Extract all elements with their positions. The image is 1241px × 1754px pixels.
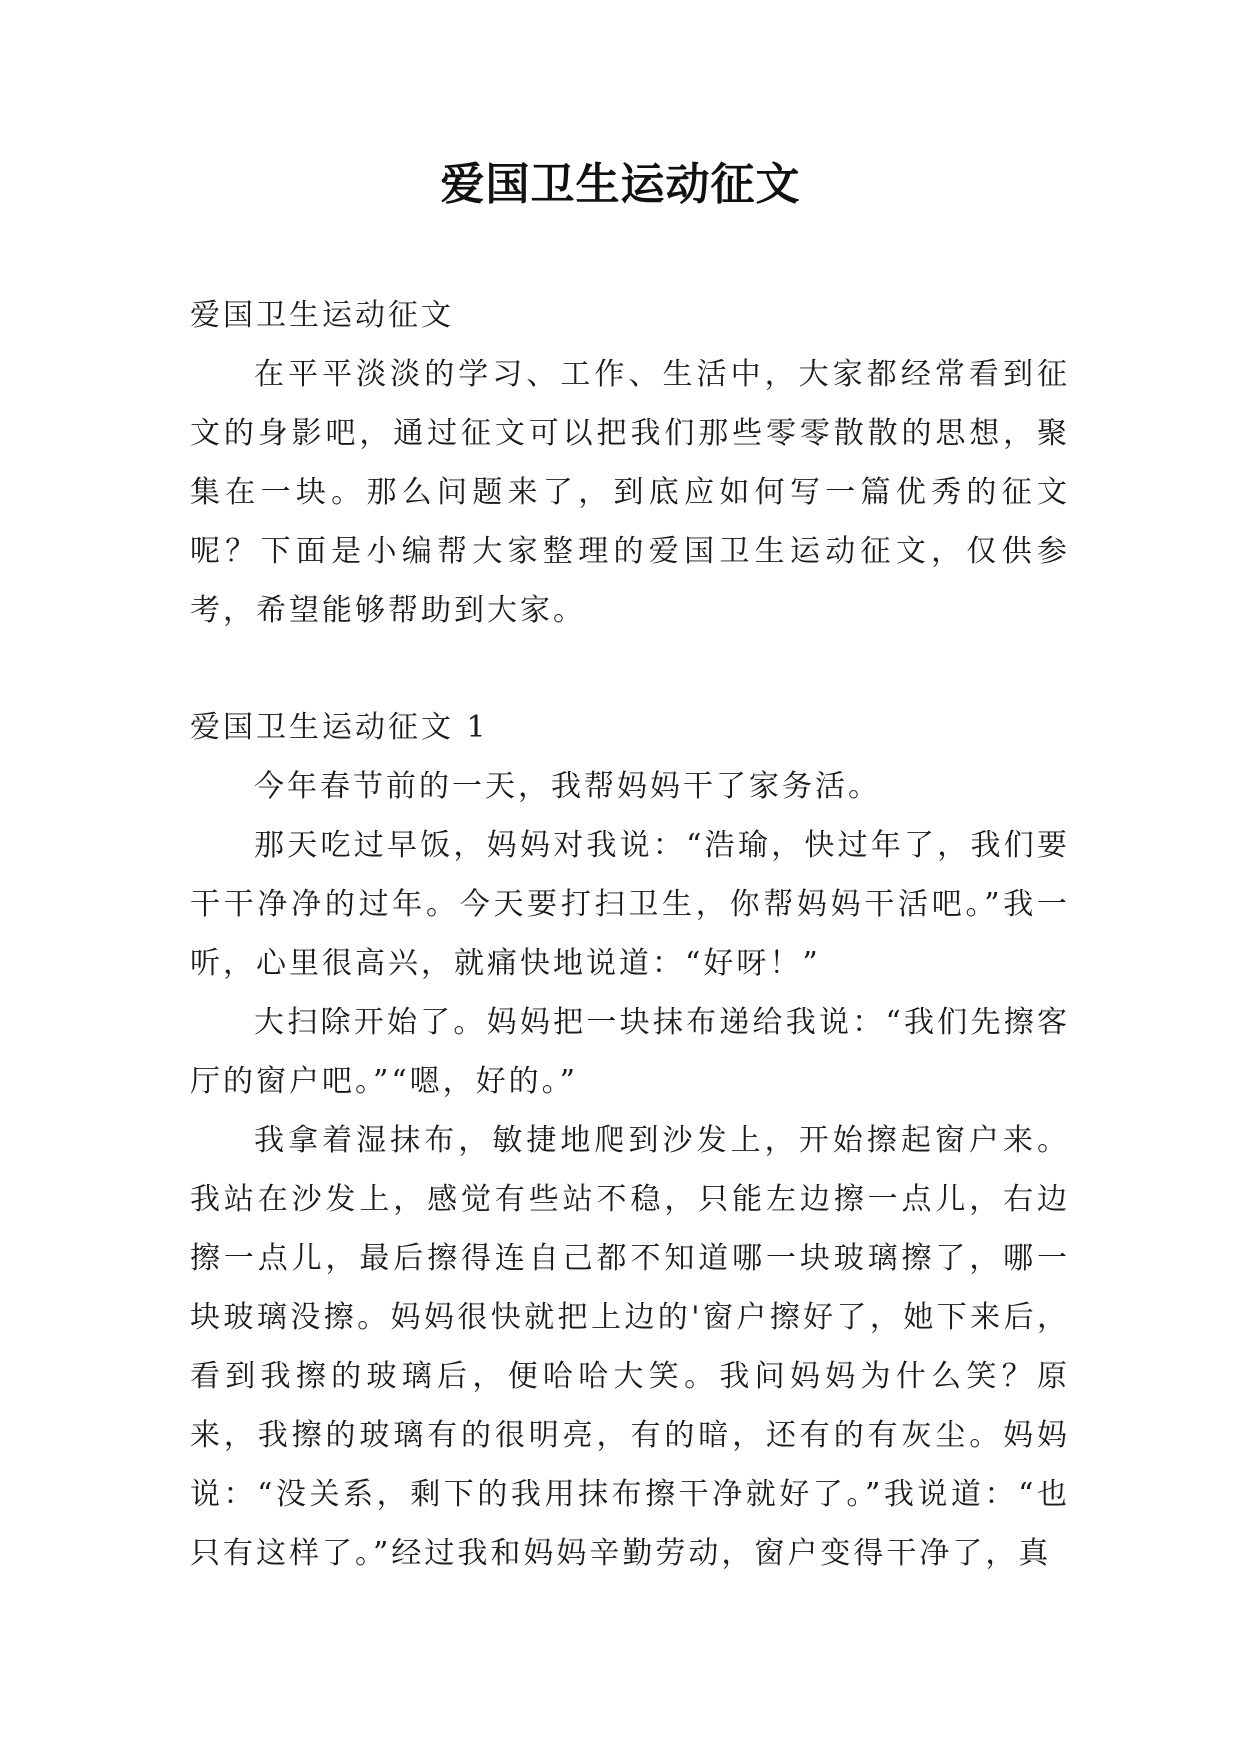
- section-spacer: [190, 640, 1070, 698]
- document-title: 爱国卫生运动征文: [440, 159, 801, 210]
- section1-paragraph-3: 大扫除开始了。妈妈把一块抹布递给我说：“我们先擦客厅的窗户吧。”“嗯，好的。”: [190, 1005, 1070, 1099]
- section1-paragraph-2: 那天吃过早饭，妈妈对我说：“浩瑜，快过年了，我们要干干净净的过年。今天要打扫卫生，你帮妈妈干活吧。”我一听，心里很高兴，就痛快地说道：“好呀！”: [190, 828, 1070, 981]
- intro-heading: 爱国卫生运动征文: [190, 298, 454, 333]
- section1-heading: 爱国卫生运动征文 1: [190, 710, 489, 745]
- intro-paragraph: 在平平淡淡的学习、工作、生活中，大家都经常看到征文的身影吧，通过征文可以把我们那些零零散散的思想，聚集在一块。那么问题来了，到底应如何写一篇优秀的征文呢？下面是小编帮大家整理的爱国卫生运动征文，仅供参考，希望能够帮助到大家。: [190, 357, 1070, 628]
- section1-paragraph-4: 我拿着湿抹布，敏捷地爬到沙发上，开始擦起窗户来。我站在沙发上，感觉有些站不稳，只能左边擦一点儿，右边擦一点儿，最后擦得连自己都不知道哪一块玻璃擦了，哪一块玻璃没擦。妈妈很快就把上边的'窗户擦好了，她下来后，看到我擦的玻璃后，便哈哈大笑。我问妈妈为什么笑？原来，我擦的玻璃有的很明亮，有的暗，还有的有灰尘。妈妈说：“没关系，剩下的我用抹布擦干净就好了。”我说道：“也只有这样了。”经过我和妈妈辛勤劳动，窗户变得干净了，真: [190, 1123, 1070, 1571]
- section1-paragraph-1: 今年春节前的一天，我帮妈妈干了家务活。: [254, 769, 881, 804]
- document-body: [190, 286, 1070, 1583]
